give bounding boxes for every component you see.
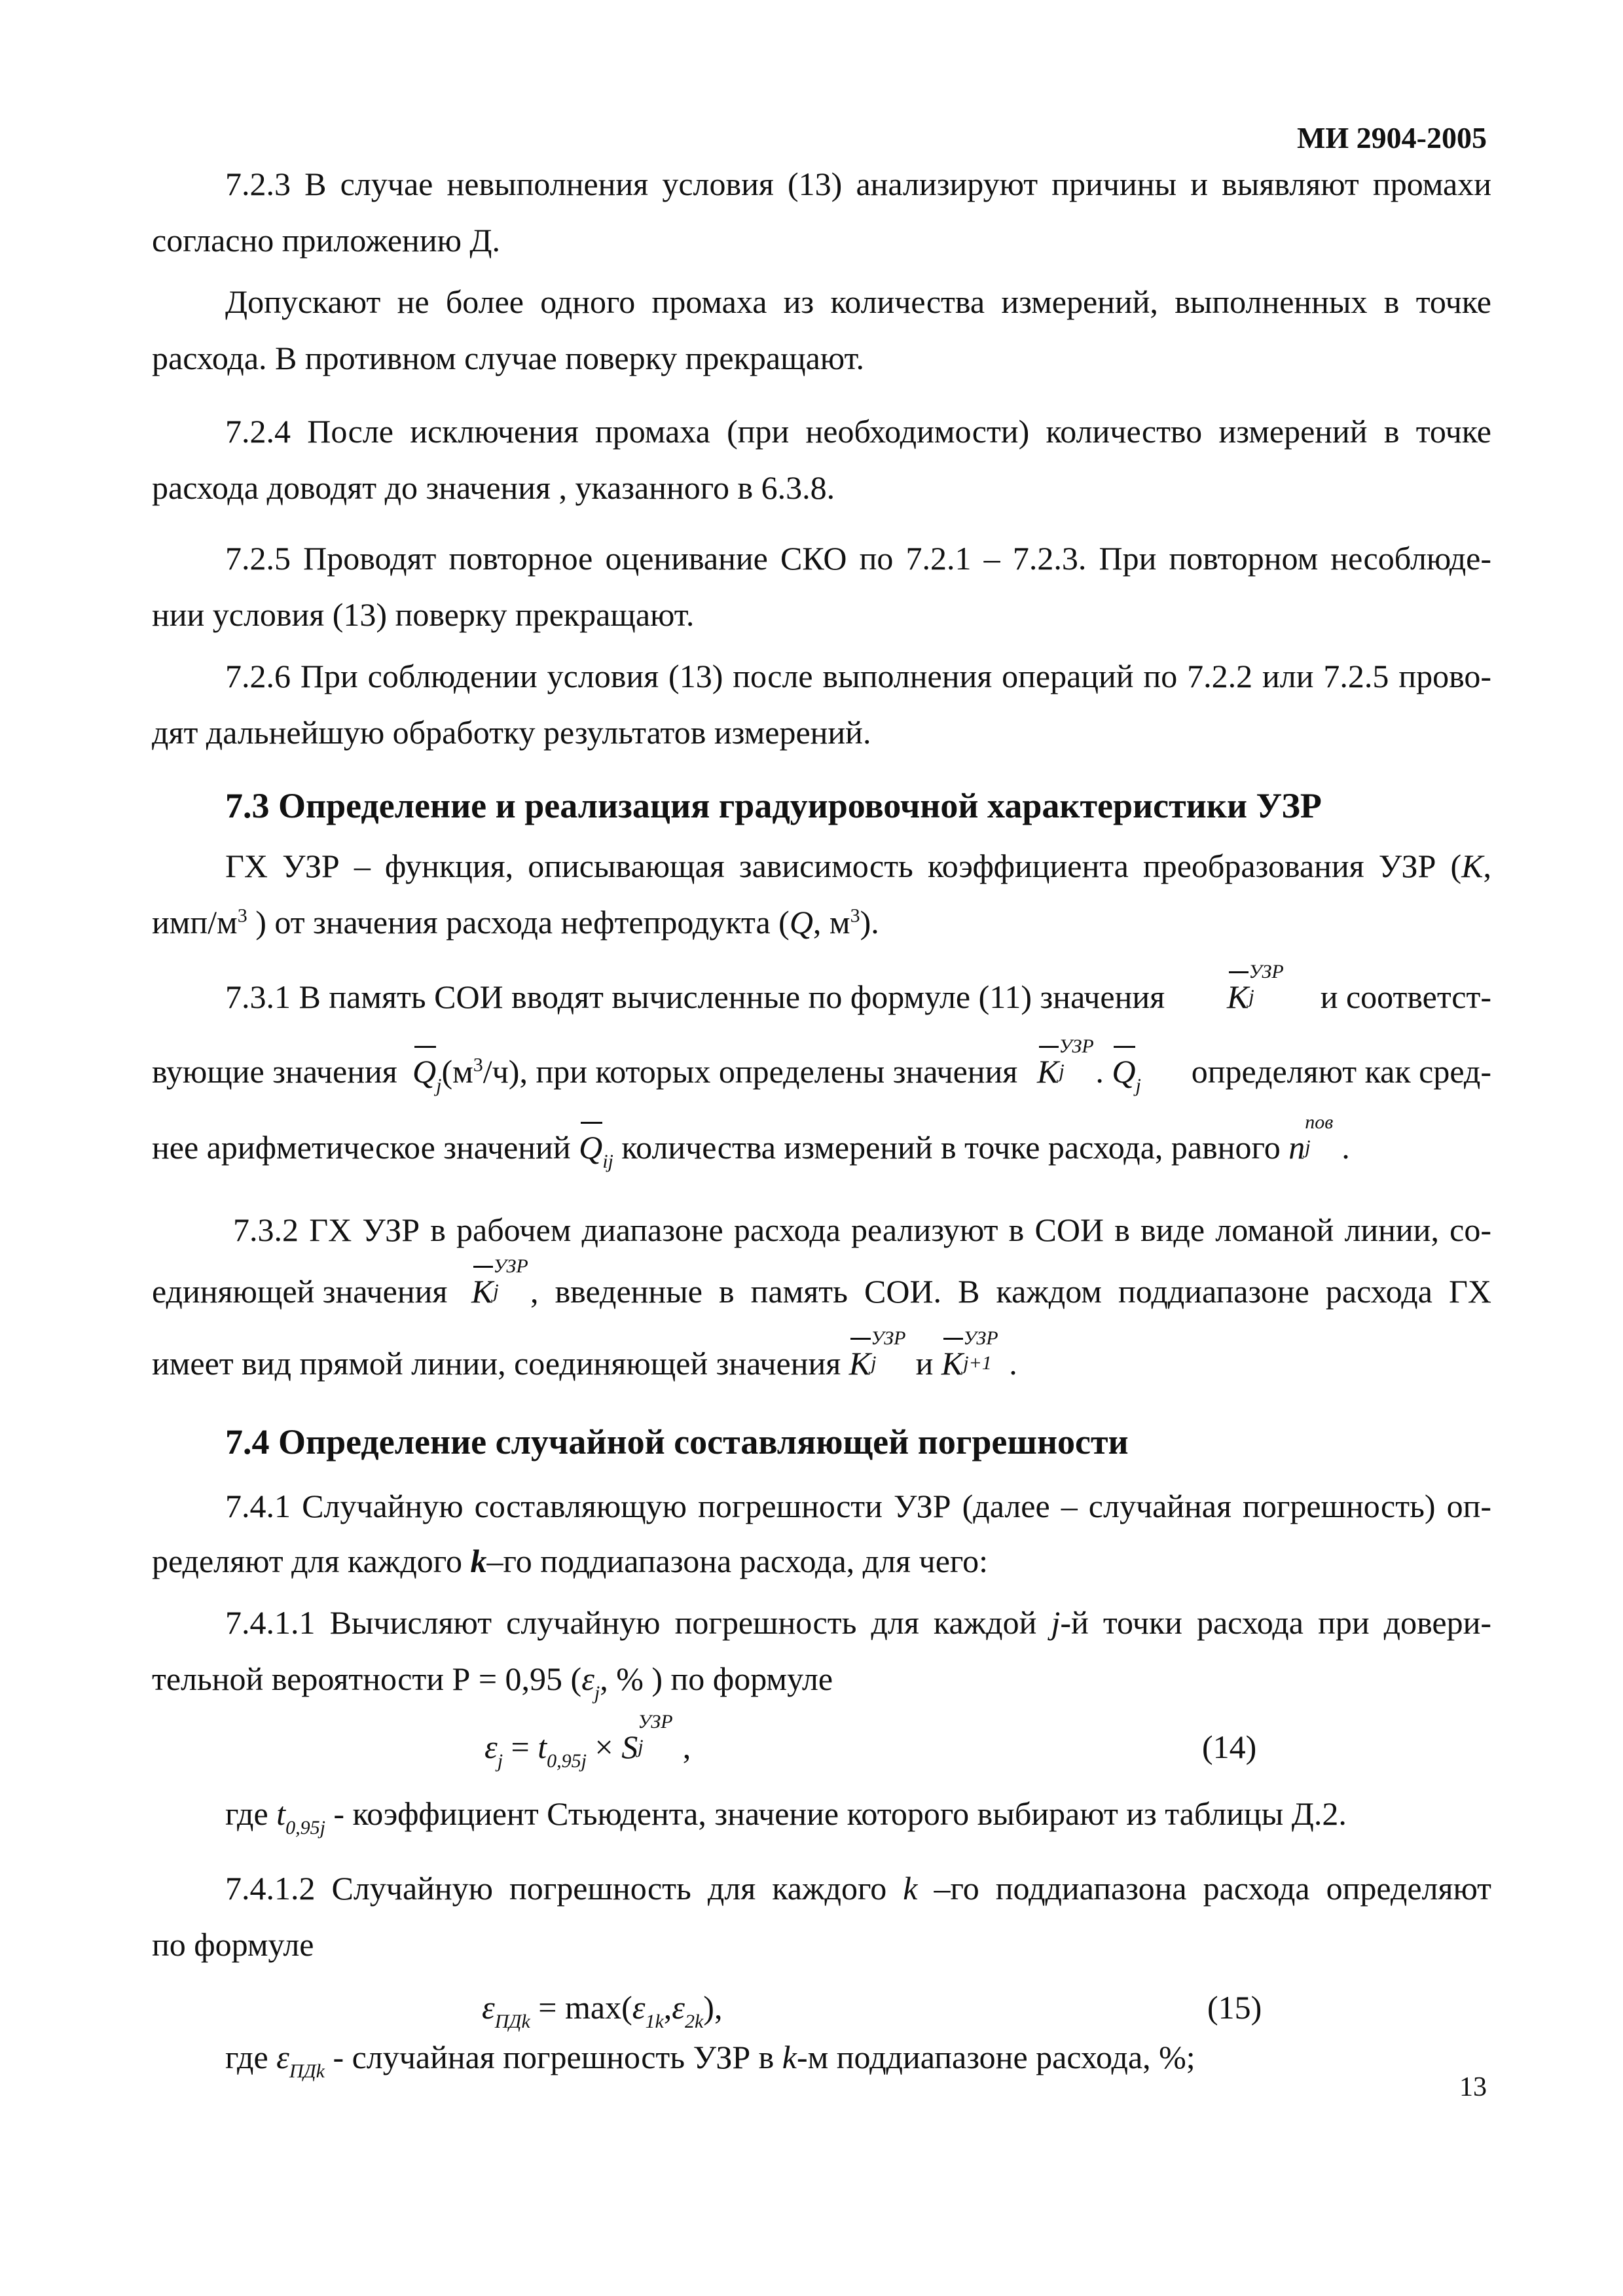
para-7-3-2-line-1: 7.3.2 ГХ УЗР в рабочем диапазоне расхода реализуют в СОИ в виде ломаной линии, со- xyxy=(233,1211,1491,1248)
formula-K-j1-uzr: K УЗР j+1 xyxy=(941,1345,1009,1382)
formula-Q-j-inline: $Q_j(м^3/ч)$, при которых определены значения xyxy=(412,1043,1017,1105)
para-7-3-line-2: имп/$м^3$ ) от значения расхода нефтепродукта (Q, $м^3$). xyxy=(152,904,879,941)
para-7-3-2-line-2: единяющей значения K УЗР j , введенные в память СОИ. В каждом поддиапазоне расхода ГХ xyxy=(152,1263,1491,1319)
where-eps-pdk: где $\varepsilon_{ПДk}$ - случайная погрешность УЗР в k-м поддиапазоне расхода, %; xyxy=(225,2039,1195,2082)
para-7-2-4-line-2: расхода доводят до значения , указанного в 6.3.8. xyxy=(152,469,835,506)
document-code: МИ 2904-2005 xyxy=(1296,121,1487,154)
para-7-2-4-line-1: 7.2.4 После исключения промаха (при необходимости) количество измерений в точке xyxy=(225,413,1491,450)
para-7-2-6-line-2: дят дальнейшую обработку результатов измерений. xyxy=(152,714,871,751)
formula-14-number: (14) xyxy=(1202,1729,1257,1765)
para-7-3-1-line-1: 7.3.1 В память СОИ вводят вычисленные по формуле (11) значения K УЗР j и соответст- xyxy=(225,969,1491,1025)
formula-14: $\varepsilon_j = t_{0,95j} \times S$ УЗР j , xyxy=(484,1711,691,1772)
para-7-4-1-1-line-2: тельной вероятности Р = 0,95 ($\varepsilon_j$, % ) по формуле xyxy=(152,1660,833,1704)
formula-K-j-uzr-2: K УЗР j . $Q_j$ xyxy=(1037,1043,1141,1105)
page-number: 13 xyxy=(1459,2072,1487,2102)
para-7-2-5-line-1: 7.2.5 Проводят повторное оценивание СКО по 7.2.1 – 7.2.3. При повторном несоблюде- xyxy=(225,540,1491,577)
formula-K-j-uzr-4: K УЗР j xyxy=(849,1345,907,1382)
para-7-3-1-line-3: нее арифметическое значений $Q_{ij}$ количества измерений в точке расхода, равного n пов j . xyxy=(152,1119,1350,1181)
para-7-3-line-1: ГХ УЗР – функция, описывающая зависимость коэффициента преобразования УЗР (K, xyxy=(225,848,1491,884)
para-7-3-2-line-3: имеет вид прямой линии, соединяющей значения K УЗР j и K УЗР j+1 . xyxy=(152,1335,1017,1391)
formula-K-j-uzr-3: K УЗР j xyxy=(471,1263,530,1319)
para-7-2-6-line-1: 7.2.6 При соблюдении условия (13) после выполнения операций по 7.2.2 или 7.2.5 прово- xyxy=(225,658,1491,694)
para-7-4-1-2-line-1: 7.4.1.2 Случайную погрешность для каждого k –го поддиапазона расхода определяют xyxy=(225,1870,1492,1907)
para-7-4-1-2-line-2: по формуле xyxy=(152,1926,314,1963)
para-7-4-1-line-1: 7.4.1 Случайную составляющую погрешности УЗР (далее – случайная погрешность) оп- xyxy=(225,1488,1491,1524)
formula-n-j-pov: n пов j xyxy=(1288,1111,1334,1166)
formula-15: $\varepsilon_{ПДk} = \max(\varepsilon_{1k},\varepsilon_{2k})$, xyxy=(482,1989,723,2032)
where-t-student: где $t_{0,95j}$ - коэффициент Стьюдента, значение которого выбирают из таблицы Д.2. xyxy=(225,1795,1347,1839)
para-7-2-5-line-2: нии условия (13) поверку прекращают. xyxy=(152,596,695,633)
para-7-3-1-line-2: вующие значения $Q_j(м^3/ч)$, при которых определены значения K УЗР j . $Q_j$ определяют как сред- xyxy=(152,1043,1491,1100)
formula-15-number: (15) xyxy=(1207,1989,1262,2026)
para-7-4-1-line-2: ределяют для каждого k–го поддиапазона расхода, для чего: xyxy=(152,1543,989,1579)
para-7-2-3-line-1: 7.2.3 В случае невыполнения условия (13) анализируют причины и выявляют промахи xyxy=(225,166,1491,202)
heading-7-4: 7.4 Определение случайной составляющей погрешности xyxy=(225,1422,1129,1462)
para-allowed-line-2: расхода. В противном случае поверку прекращают. xyxy=(152,340,865,376)
para-7-2-3-line-2: согласно приложению Д. xyxy=(152,222,501,259)
formula-K-j-uzr: K УЗР j xyxy=(1227,969,1285,1025)
para-7-4-1-1-line-1: 7.4.1.1 Вычисляют случайную погрешность для каждой j-й точки расхода при довери- xyxy=(225,1604,1492,1641)
heading-7-3: 7.3 Определение и реализация градуировочной характеристики УЗР xyxy=(225,786,1322,825)
para-allowed-line-1: Допускают не более одного промаха из количества измерений, выполненных в точке xyxy=(225,283,1491,320)
formula-Q-ij: $Q_{ij}$ xyxy=(579,1129,613,1166)
